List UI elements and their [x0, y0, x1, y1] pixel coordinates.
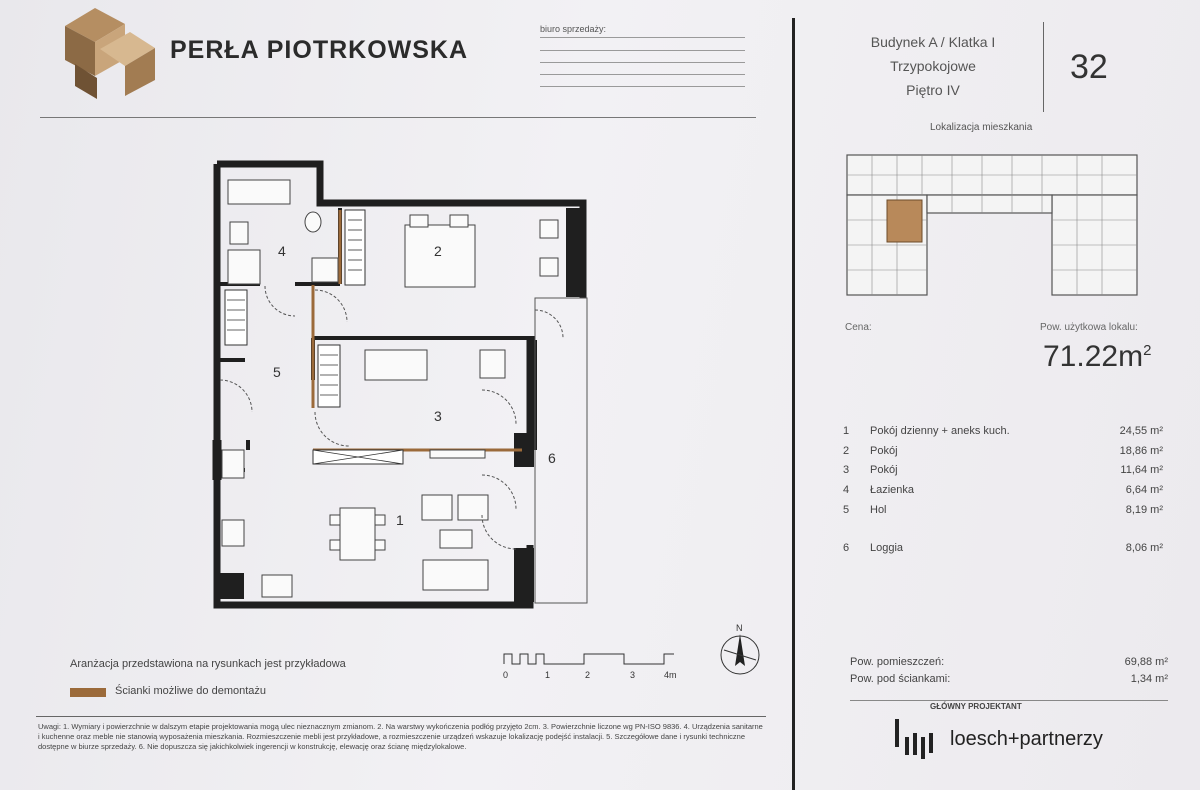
floor-line: Piętro IV	[906, 82, 960, 98]
scale-bar	[500, 648, 690, 668]
room-row: 5 Hol 8,19 m²	[843, 504, 1163, 516]
vertical-divider	[792, 18, 795, 790]
usable-area-value: $71.22m^2$	[1043, 340, 1152, 373]
room-row: 3 Pokój 11,64 m²	[843, 464, 1163, 476]
sales-line	[540, 74, 745, 75]
room-label-2: 2	[434, 243, 442, 259]
scale-label: 0	[503, 670, 509, 680]
building-keyplan	[842, 150, 1142, 305]
header-separator	[1043, 22, 1044, 112]
room-label-3: 3	[434, 408, 442, 424]
room-label-1: 1	[396, 512, 404, 528]
room-row: 2 Pokój 18,86 m²	[843, 445, 1163, 457]
summary-walls: Pow. pod ściankami: 1,34 m²	[850, 673, 1168, 685]
apartment-number: 32	[1070, 48, 1108, 86]
type-line: Trzypokojowe	[890, 58, 976, 74]
scale-label: 4m	[664, 670, 677, 680]
header-divider	[40, 117, 756, 118]
removable-wall-swatch	[70, 688, 106, 697]
designer-label: GŁÓWNY PROJEKTANT	[930, 702, 1022, 711]
brand-name: PERŁA PIOTRKOWSKA	[170, 36, 469, 64]
north-arrow-icon	[718, 622, 764, 682]
room-row: 1 Pokój dzienny + aneks kuch. 24,55 m²	[843, 425, 1163, 437]
room-row: 6 Loggia 8,06 m²	[843, 542, 1163, 554]
usable-area-label: Pow. użytkowa lokalu:	[1040, 322, 1138, 333]
sales-office-label: biuro sprzedaży:	[540, 24, 607, 34]
floor-plan	[200, 150, 620, 620]
room-row: 4 Łazienka 6,64 m²	[843, 484, 1163, 496]
sales-line	[540, 86, 745, 87]
location-label: Lokalizacja mieszkania	[930, 122, 1033, 133]
scale-label: 3	[630, 670, 636, 680]
removable-wall-legend: Ścianki możliwe do demontażu	[115, 685, 267, 697]
designer-name: loesch+partnerzy	[950, 728, 1103, 750]
sales-line	[540, 50, 745, 51]
building-line: Budynek A / Klatka I	[870, 34, 996, 50]
room-label-4: 4	[278, 243, 286, 259]
logo-icon	[55, 4, 160, 99]
footer-divider	[36, 716, 766, 717]
summary-rooms: Pow. pomieszczeń: 69,88 m²	[850, 656, 1168, 668]
sales-line	[540, 62, 745, 63]
apartment-info	[848, 30, 1018, 102]
arrangement-note: Aranżacja przedstawiona na rysunkach jest przykładowa	[70, 658, 346, 670]
price-label: Cena:	[845, 322, 872, 333]
footer-notes: Uwagi: 1. Wymiary i powierzchnie w dalszym etapie projektowania mogą ulec nieznacznym zmianom. 2. Na warstwy wykończenia podłóg przyjęto 2cm. 3. Powierzchnie liczone wg PN-ISO 9836. 4. Urządzenia sanitarne i kuchenne oraz meble nie stanowią wyposażenia mieszkania. Rozmieszczenie mebli jest przykładowe, a rozmieszczenie urządzeń wskazuje lokalizację podejść instalacji. 5. Szczegółowe dane i rysunki techniczne dostępne w biurze sprzedaży. 6. Nie dopuszcza się jakichkolwiek ingerencji w konstrukcję, elewację oraz ścianę międzylokalowe.	[38, 722, 763, 751]
scale-label: 2	[585, 670, 591, 680]
highlighted-unit	[887, 200, 922, 242]
room-label-6: 6	[548, 450, 556, 466]
designer-divider	[850, 700, 1168, 701]
scale-label: 1	[545, 670, 551, 680]
north-label: N	[736, 623, 743, 633]
sales-line	[540, 37, 745, 38]
designer-logo-icon	[893, 715, 945, 760]
room-label-5: 5	[273, 364, 281, 380]
